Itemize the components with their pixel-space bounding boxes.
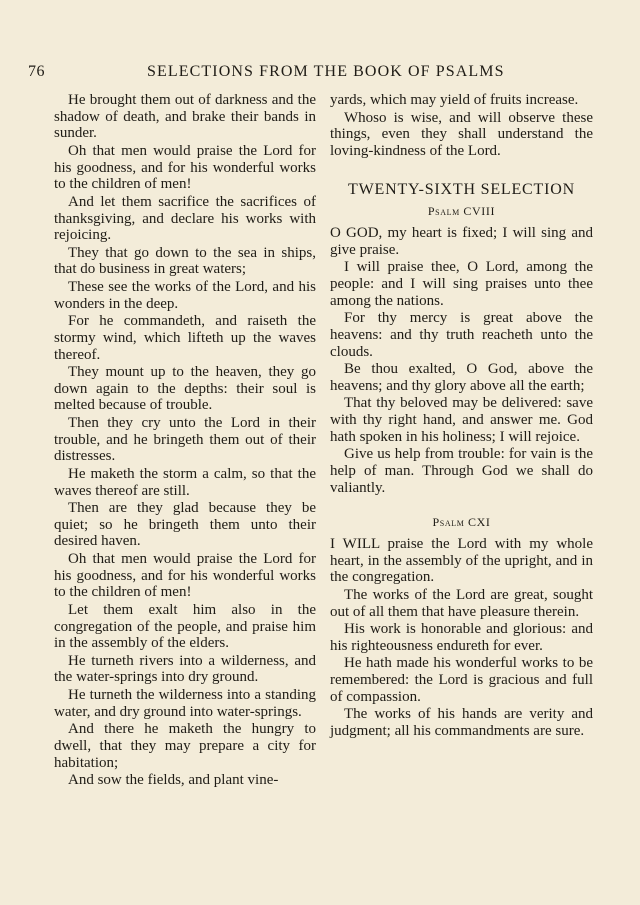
psalm-108-opening-verse: O GOD, my heart is fixed; I will sing and give praise. xyxy=(330,225,593,258)
verse: The works of his hands are verity and judgment; all his commandments are sure. xyxy=(330,706,593,739)
page-number: 76 xyxy=(28,63,45,80)
verse: For thy mercy is great above the heavens: and thy truth reacheth unto the clouds. xyxy=(330,310,593,360)
running-title: SELECTIONS FROM THE BOOK OF PSALMS xyxy=(147,63,505,80)
verse: Oh that men would praise the Lord for his goodness, and for his wonderful works to the children of men! xyxy=(54,550,316,601)
verse: Let them exalt him also in the congregation of the people, and praise him in the assembly of the elders. xyxy=(54,601,316,652)
verse: And let them sacrifice the sacrifices of thanksgiving, and declare his works with rejoicing. xyxy=(54,193,316,244)
psalm-111-title: Psalm CXI xyxy=(432,515,491,530)
verse: These see the works of the Lord, and his wonders in the deep. xyxy=(54,278,316,312)
verse: Then are they glad because they be quiet; so he bringeth them unto their desired haven. xyxy=(54,500,316,550)
verse: Oh that men would praise the Lord for his goodness, and for his wonderful works to the children of men! xyxy=(54,142,316,193)
verse: He turneth rivers into a wilderness, and the water-springs into dry ground. xyxy=(54,652,316,686)
verse: For he commandeth, and raiseth the stormy wind, which lifteth up the waves thereof. xyxy=(54,313,316,363)
verse: Give us help from trouble: for vain is the help of man. Through God we shall do valiantly. xyxy=(330,446,593,496)
section-title: TWENTY-SIXTH SELECTION xyxy=(348,180,575,198)
verse: He maketh the storm a calm, so that the waves thereof are still. xyxy=(54,465,316,499)
verse: And sow the fields, and plant vine- xyxy=(68,772,279,789)
verse: Whoso is wise, and will observe these things, even they shall understand the loving-kindness of the Lord. xyxy=(330,109,593,159)
verse: That thy beloved may be delivered: save with thy right hand, and answer me. God hath spoken in his holiness; I will rejoice. xyxy=(330,395,593,445)
psalm-111-opening-verse: I WILL praise the Lord with my whole heart, in the assembly of the upright, and in the congregation. xyxy=(330,535,593,586)
verse: And there he maketh the hungry to dwell, that they may prepare a city for habitation; xyxy=(54,721,316,771)
verse: I will praise thee, O Lord, among the people: and I will sing praises unto thee among the nations. xyxy=(330,259,593,309)
verse: He brought them out of darkness and the shadow of death, and brake their bands in sunder. xyxy=(54,92,316,142)
verse: His work is honorable and glorious: and his righteousness endureth for ever. xyxy=(330,621,593,654)
verse: The works of the Lord are great, sought out of all them that have pleasure therein. xyxy=(330,586,593,620)
right-column xyxy=(330,92,593,740)
verse: He hath made his wonderful works to be remembered: the Lord is gracious and full of compassion. xyxy=(330,655,593,705)
verse: They mount up to the heaven, they go down again to the depths: their soul is melted because of trouble. xyxy=(54,364,316,414)
verse: They that go down to the sea in ships, that do business in great waters; xyxy=(54,244,316,278)
verse-continuation: yards, which may yield of fruits increase. xyxy=(330,92,579,108)
verse: Be thou exalted, O God, above the heavens; and thy glory above all the earth; xyxy=(330,361,593,394)
verse: Then they cry unto the Lord in their trouble, and he bringeth them out of their distresses. xyxy=(54,414,316,465)
left-column xyxy=(54,92,316,790)
running-head xyxy=(28,63,606,85)
psalm-108-title: Psalm CVIII xyxy=(427,204,496,219)
verse: He turneth the wilderness into a standing water, and dry ground into water-springs. xyxy=(54,686,316,720)
